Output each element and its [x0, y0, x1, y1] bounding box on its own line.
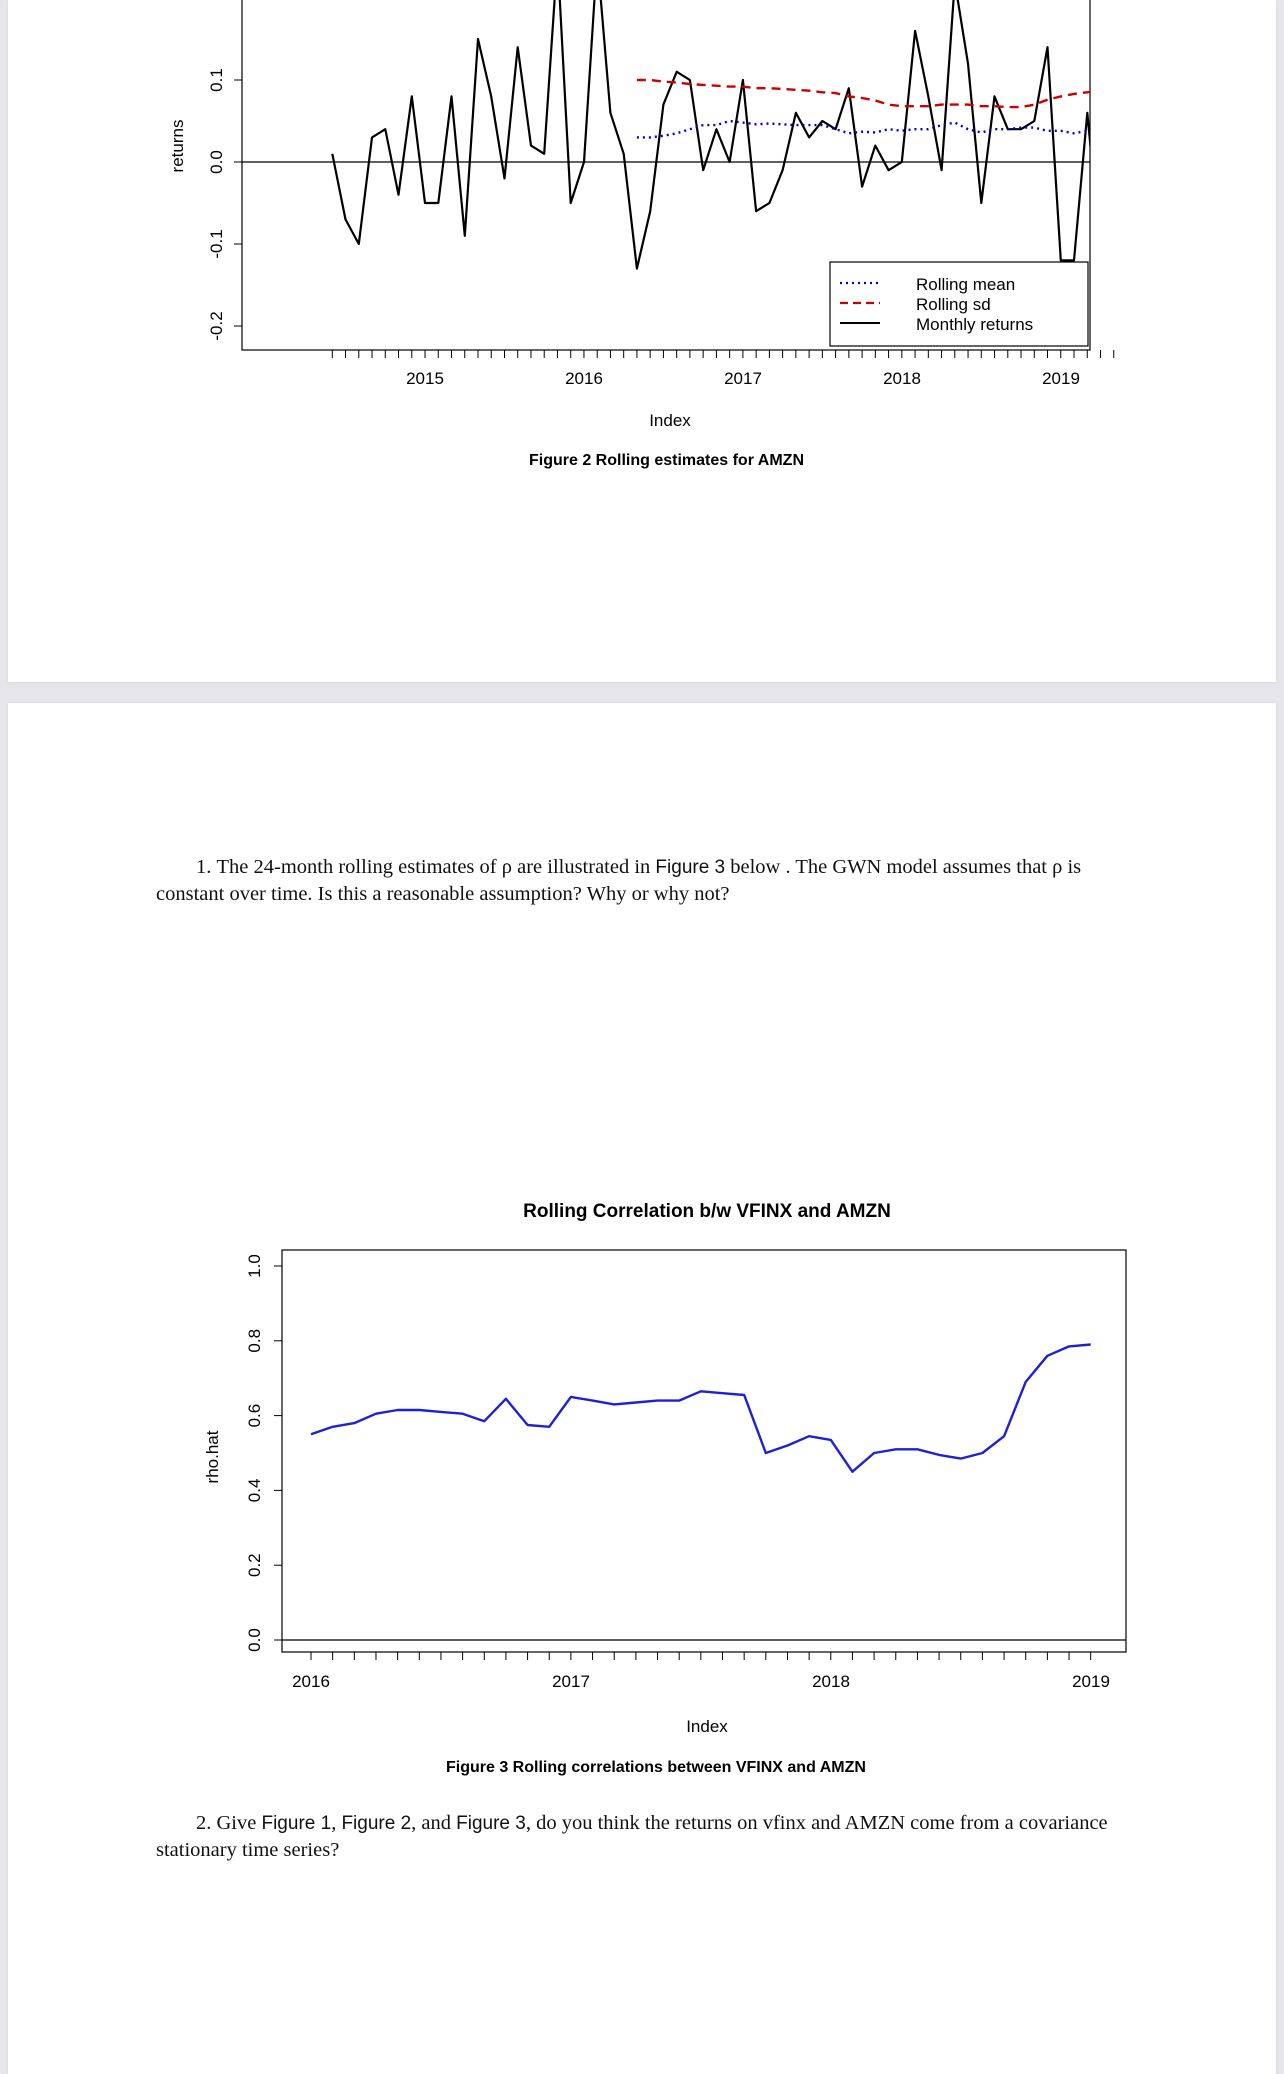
figure-3-series — [311, 1345, 1091, 1472]
question-2 — [156, 1810, 1116, 1864]
figure-3-xlabel: Index — [686, 1717, 728, 1736]
question-2-sep-1: , — [331, 1812, 337, 1834]
plot-frame — [282, 1250, 1126, 1652]
figure-2-series — [332, 0, 1113, 269]
y-tick-label: 0.0 — [245, 1628, 264, 1652]
question-2-figure-2-ref: Figure 2 — [341, 1813, 412, 1834]
question-2-text-b: , do you think the returns on vfinx and AMZN come from a covariance stationary time series? — [156, 1812, 1108, 1861]
x-tick-label: 2016 — [565, 369, 603, 388]
x-tick-label: 2019 — [1042, 369, 1080, 388]
y-tick-label: 0.0 — [207, 150, 226, 174]
question-1-number: 1. — [196, 856, 212, 878]
question-2-figure-1-ref: Figure 1 — [261, 1813, 332, 1834]
series-monthly-returns — [332, 0, 1113, 269]
question-2-sep-2: , and — [411, 1812, 451, 1834]
question-2-figure-3-ref: Figure 3 — [456, 1813, 526, 1834]
x-tick-label: 2018 — [883, 369, 921, 388]
figure-2-xlabel: Index — [649, 411, 691, 430]
series-rho-hat — [311, 1345, 1091, 1472]
question-2-text-a: Give — [216, 1812, 257, 1834]
x-tick-label: 2017 — [724, 369, 762, 388]
figure-3-axes — [245, 1250, 1126, 1691]
legend-rolling-sd: Rolling sd — [916, 295, 991, 314]
figure-3-caption: Figure 3 Rolling correlations between VFINX and AMZN — [446, 1759, 866, 1776]
x-tick-label: 2015 — [406, 369, 444, 388]
y-tick-label: 0.6 — [245, 1403, 264, 1428]
y-tick-label: 1.0 — [245, 1254, 264, 1278]
figure-3-ylabel: rho.hat — [203, 1430, 222, 1484]
page-2 — [8, 703, 1276, 2074]
page-1 — [8, 0, 1276, 682]
figure-2-chart — [8, 0, 1276, 682]
y-tick-label: 0.2 — [245, 1553, 264, 1578]
y-tick-label: -0.2 — [207, 311, 226, 341]
figure-2-caption: Figure 2 Rolling estimates for AMZN — [529, 452, 804, 469]
series-rolling-mean — [637, 121, 1114, 137]
figure-2-legend — [830, 262, 1088, 346]
x-tick-label: 2018 — [812, 1672, 850, 1691]
figure-3-chart — [8, 703, 1276, 2074]
figure-3-title: Rolling Correlation b/w VFINX and AMZN — [523, 1201, 891, 1222]
y-tick-label: 0.4 — [245, 1478, 264, 1503]
legend-rolling-mean: Rolling mean — [916, 275, 1016, 294]
y-tick-label: 0.1 — [207, 68, 226, 92]
figure-2-ylabel: returns — [168, 119, 187, 173]
question-1-figure-ref: Figure 3 — [655, 857, 726, 878]
x-tick-label: 2017 — [552, 1672, 590, 1691]
question-2-number: 2. — [196, 1812, 212, 1834]
y-tick-label: -0.1 — [207, 229, 226, 259]
x-tick-label: 2019 — [1072, 1672, 1110, 1691]
series-rolling-sd — [637, 80, 1114, 107]
question-1-text-b: below . The GWN model assumes that ρ is constant over time. Is this a reasonable assumption? Why or why not? — [156, 856, 1082, 905]
legend-monthly-returns: Monthly returns — [916, 315, 1034, 334]
y-tick-label: 0.8 — [245, 1328, 264, 1353]
question-1-text-a: The 24-month rolling estimates of ρ are illustrated in — [216, 856, 651, 878]
x-tick-label: 2016 — [292, 1672, 330, 1691]
